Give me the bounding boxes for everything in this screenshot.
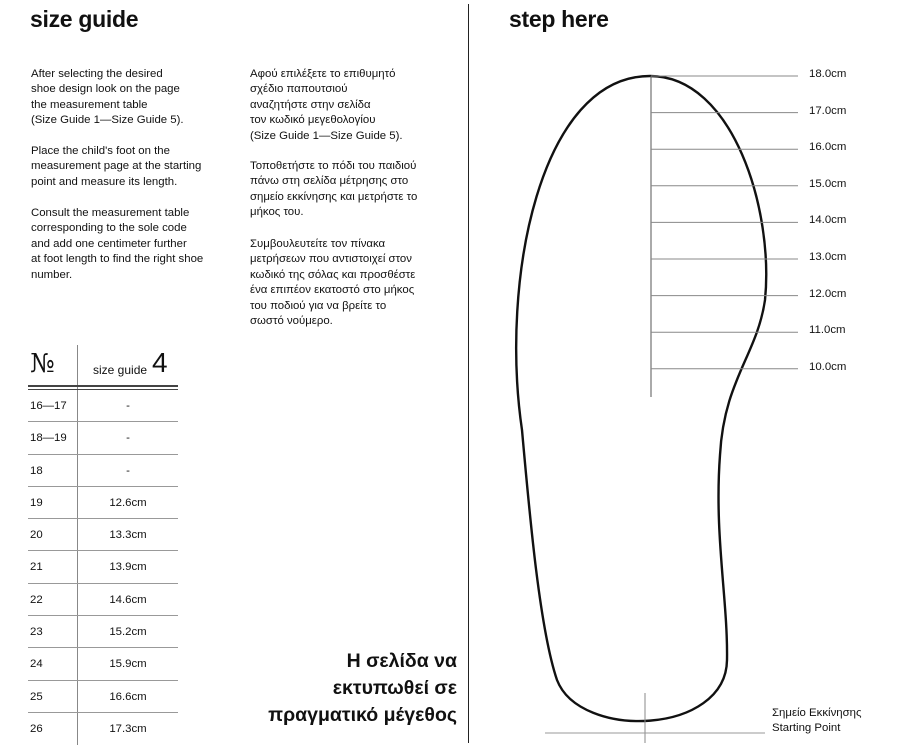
instruction-en-1: After selecting the desired shoe design look on the page the measurement table (Size Guide 1—Size Guide 5). bbox=[31, 68, 184, 127]
ruler-label: 11.0cm bbox=[809, 324, 846, 337]
length-cell: - bbox=[126, 464, 130, 477]
instruction-gr-1: Αφού επιλέξετε το επιθυμητό σχέδιο παπουτσιού αναζητήστε στην σελίδα τον κωδικό μεγεθολογίου (Size Guide 1—Size Guide 5). bbox=[250, 68, 403, 142]
ruler-label: 12.0cm bbox=[809, 287, 847, 300]
size-cell: 19 bbox=[30, 496, 43, 509]
length-cell: 13.3cm bbox=[109, 529, 147, 542]
size-cell: 25 bbox=[30, 690, 43, 703]
size-cell: 24 bbox=[30, 658, 43, 671]
page-title-step-here: step here bbox=[509, 6, 609, 32]
print-actual-size-note: Η σελίδα να εκτυπωθεί σε πραγματικό μέγεθος bbox=[268, 650, 457, 726]
ruler-label: 10.0cm bbox=[809, 360, 847, 373]
size-cell: 26 bbox=[30, 722, 43, 735]
length-cell: 14.6cm bbox=[109, 593, 147, 606]
ruler-label: 18.0cm bbox=[809, 68, 847, 80]
size-cell: 21 bbox=[30, 561, 43, 574]
ruler-label: 14.0cm bbox=[809, 214, 847, 227]
numero-sign: № bbox=[30, 349, 55, 379]
length-cell: 15.2cm bbox=[109, 626, 147, 639]
page-title-size-guide: size guide bbox=[30, 6, 139, 32]
length-cell: 13.9cm bbox=[109, 561, 147, 574]
size-guide-number: 4 bbox=[152, 347, 168, 378]
size-cell: 16—17 bbox=[30, 400, 67, 412]
instruction-gr-3: Συμβουλευτείτε τον πίνακα μετρήσεων που αντιστοιχεί στον κωδικό της σόλας και προσθέστε ένα επιπέον εκατοστό στο μήκος του ποδιού για να βρείτε το σωστό νούμερο. bbox=[250, 238, 416, 328]
ruler-label: 15.0cm bbox=[809, 177, 847, 190]
instruction-en-3: Consult the measurement table corresponding to the sole code and add one centimeter further at foot length to find the right shoe number. bbox=[31, 207, 204, 281]
size-cell: 22 bbox=[30, 593, 43, 606]
instruction-gr-2: Τοποθετήστε το πόδι του παιδιού πάνω στη σελίδα μέτρησης στο σημείο εκκίνησης και μετρήστε το μήκος του. bbox=[250, 160, 418, 219]
instruction-en-2: Place the child's foot on the measurement page at the starting point and measure its length. bbox=[31, 145, 202, 188]
size-cell: 18 bbox=[30, 464, 43, 477]
length-cell: - bbox=[126, 400, 130, 412]
size-cell: 23 bbox=[30, 626, 43, 639]
ruler-label: 13.0cm bbox=[809, 251, 847, 263]
length-cell: 15.9cm bbox=[109, 658, 147, 671]
size-cell: 18—19 bbox=[30, 432, 67, 445]
length-cell: - bbox=[126, 432, 130, 445]
size-guide-label: size guide bbox=[93, 363, 148, 377]
ruler-label: 16.0cm bbox=[809, 141, 847, 154]
foot-outline bbox=[516, 76, 766, 721]
size-cell: 20 bbox=[30, 529, 43, 542]
starting-point-label: Σημείο Εκκίνησης Starting Point bbox=[772, 707, 862, 734]
length-cell: 17.3cm bbox=[109, 722, 147, 735]
ruler-label: 17.0cm bbox=[809, 104, 847, 117]
length-cell: 12.6cm bbox=[109, 496, 147, 509]
length-cell: 16.6cm bbox=[109, 690, 147, 703]
